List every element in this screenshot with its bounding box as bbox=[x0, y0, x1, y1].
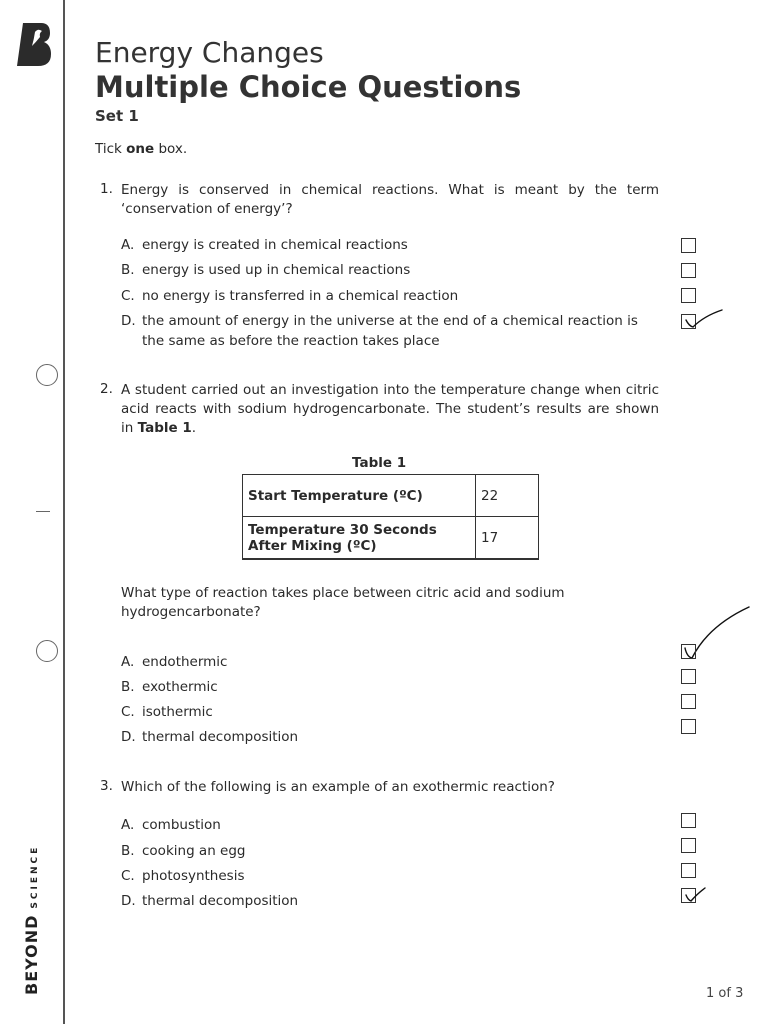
answer-checkbox[interactable] bbox=[681, 813, 696, 828]
answer-checkbox[interactable] bbox=[681, 288, 696, 303]
answer-option: A. endothermic bbox=[121, 654, 228, 670]
results-table bbox=[242, 474, 539, 560]
instruction: Tick one box. bbox=[95, 141, 188, 157]
answer-option: C. isothermic bbox=[121, 704, 213, 720]
table-row-label: Temperature 30 Seconds After Mixing (ºC) bbox=[243, 517, 476, 560]
answer-option: B. cooking an egg bbox=[121, 843, 246, 859]
question-text: A student carried out an investigation into the temperature change when citric acid reacts with sodium hydrogencarbonate. The student’s results are shown in Table 1. bbox=[121, 382, 659, 436]
handwritten-check-icon bbox=[684, 886, 708, 904]
answer-checkbox[interactable] bbox=[681, 719, 696, 734]
answer-option: B. exothermic bbox=[121, 679, 218, 695]
brand-wordmark bbox=[22, 845, 41, 995]
answer-checkbox[interactable] bbox=[681, 669, 696, 684]
answer-option: D. the amount of energy in the universe at the end of a chemical reaction is the same as before the reaction takes place bbox=[121, 313, 638, 349]
beyond-logo-icon bbox=[14, 20, 52, 66]
margin-rule bbox=[63, 0, 65, 1024]
answer-checkbox[interactable] bbox=[681, 863, 696, 878]
question-number: 2. bbox=[100, 381, 113, 397]
table-row bbox=[243, 517, 539, 560]
page-number: 1 of 3 bbox=[706, 986, 744, 1001]
fold-mark bbox=[36, 511, 50, 512]
answer-option: C. photosynthesis bbox=[121, 868, 245, 884]
question-number: 3. bbox=[100, 778, 113, 794]
page-subtitle: Multiple Choice Questions bbox=[95, 70, 522, 104]
answer-option: B. energy is used up in chemical reactions bbox=[121, 262, 411, 278]
brand-name: BEYOND bbox=[22, 914, 41, 995]
punch-hole-top bbox=[36, 364, 58, 386]
answer-option: C. no energy is transferred in a chemical reaction bbox=[121, 288, 459, 304]
brand-tagline: SCIENCE bbox=[30, 844, 40, 909]
answer-checkbox[interactable] bbox=[681, 838, 696, 853]
question-text: Which of the following is an example of an exothermic reaction? bbox=[121, 779, 555, 795]
answer-checkbox[interactable] bbox=[681, 263, 696, 278]
answer-option: A. energy is created in chemical reactions bbox=[121, 237, 408, 253]
question-number: 1. bbox=[100, 181, 113, 197]
answer-checkbox-ticked[interactable] bbox=[681, 644, 696, 659]
handwritten-check-icon bbox=[684, 308, 726, 330]
table-row-value: 22 bbox=[476, 475, 539, 517]
table-row bbox=[243, 475, 539, 517]
page-title: Energy Changes bbox=[95, 36, 324, 69]
punch-hole-bottom bbox=[36, 640, 58, 662]
table-row-label: Start Temperature (ºC) bbox=[243, 475, 476, 517]
answer-option: D. thermal decomposition bbox=[121, 729, 299, 745]
question-followup: What type of reaction takes place between citric acid and sodium hydrogencarbonate? bbox=[121, 585, 565, 620]
answer-option: A. combustion bbox=[121, 817, 221, 833]
answer-option: D. thermal decomposition bbox=[121, 893, 299, 909]
answer-checkbox[interactable] bbox=[681, 238, 696, 253]
set-label: Set 1 bbox=[95, 107, 139, 125]
question-text: Energy is conserved in chemical reactions. What is meant by the term ‘conservation of energy’? bbox=[121, 182, 659, 217]
answer-checkbox[interactable] bbox=[681, 694, 696, 709]
table-caption: Table 1 bbox=[352, 455, 407, 471]
table-row-value: 17 bbox=[476, 517, 539, 560]
